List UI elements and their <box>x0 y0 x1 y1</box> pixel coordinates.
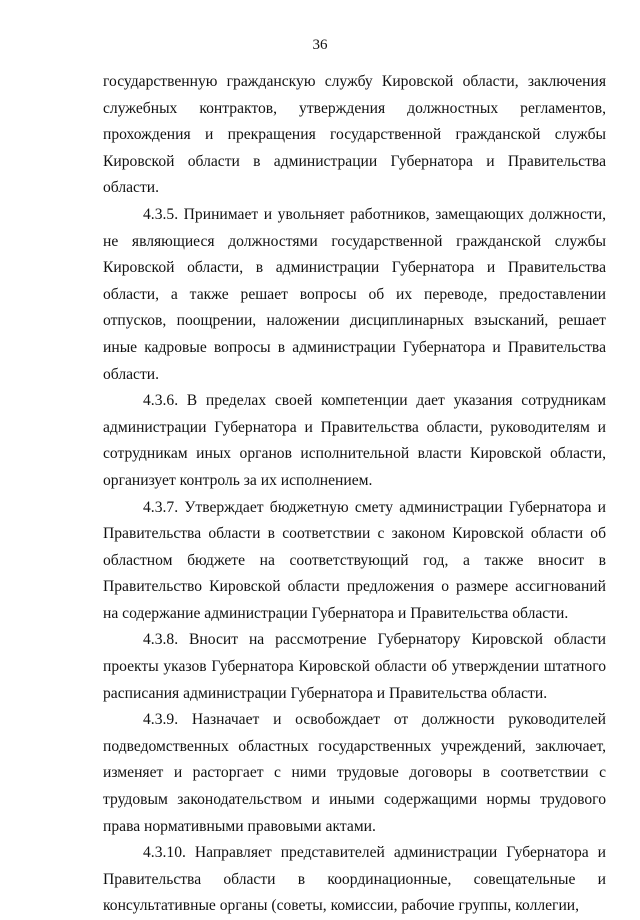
paragraph-continuation: государственную гражданскую службу Кировской области, заключения служебных контрактов, утверждения должностных регламентов, прохождения и прекращения государственной гражданской службы Кировской области в администрации Губернатора и Правительства области. <box>103 73 606 197</box>
page-number: 36 <box>312 37 328 53</box>
paragraph-4-3-5: 4.3.5. Принимает и увольняет работников, замещающих должности, не являющиеся должностями государственной гражданской службы Кировской области, в администрации Губернатора и Правительства области, а также решает вопросы об их переводе, предоставлении отпусков, поощрении, наложении дисциплинарных взысканий, решает иные кадровые вопросы в администрации Губернатора и Правительства области. <box>103 205 606 383</box>
paragraph-4-3-7: 4.3.7. Утверждает бюджетную смету администрации Губернатора и Правительства области в соответствии с законом Кировской области об областном бюджете на соответствующий год, а также вносит в Правительство Кировской области предложения о размере ассигнований на содержание администрации Губернатора и Правительства области. <box>103 498 606 622</box>
paragraph-4-3-10: 4.3.10. Направляет представителей администрации Губернатора и Правительства области в координационные, совещательные и консультативные органы (советы, комиссии, рабочие группы, коллегии, <box>103 844 606 915</box>
paragraph-4-3-8: 4.3.8. Вносит на рассмотрение Губернатору Кировской области проекты указов Губернатора Кировской области об утверждении штатного расписания администрации Губернатора и Правительства области. <box>103 631 606 702</box>
paragraph-4-3-9: 4.3.9. Назначает и освобождает от должности руководителей подведомственных областных государственных учреждений, заключает, изменяет и расторгает с ними трудовые договоры в соответствии с трудовым законодательством и иными содержащими нормы трудового права нормативными правовыми актами. <box>103 711 606 835</box>
paragraph-4-3-6: 4.3.6. В пределах своей компетенции дает указания сотрудникам администрации Губернатора и Правительства области, руководителям и сотрудникам иных органов исполнительной власти Кировской области, организует контроль за их исполнением. <box>103 392 606 489</box>
document-body <box>103 69 606 920</box>
